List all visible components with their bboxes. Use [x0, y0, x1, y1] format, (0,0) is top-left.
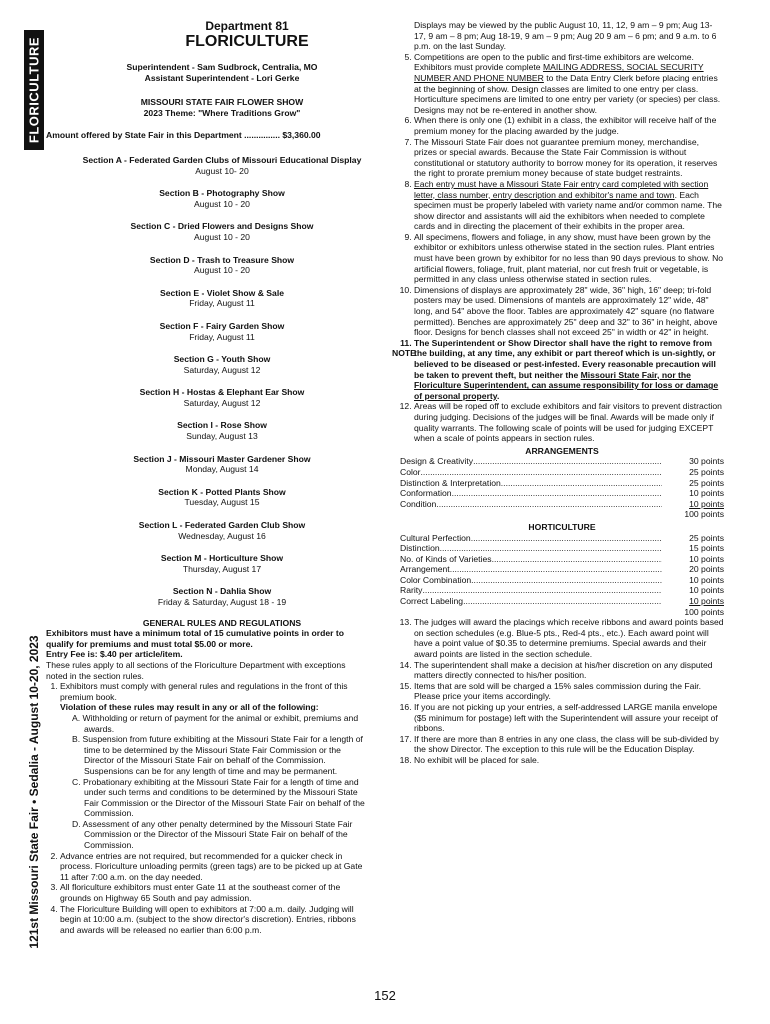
section-date: Sunday, August 13 — [186, 431, 258, 442]
section-date: Friday & Saturday, August 18 - 19 — [157, 597, 287, 607]
penalty-item: D. Assessment of any other penalty determined by the Missouri State Fair Commission or the Director of the Missouri State Fair on behalf of the Commission. — [72, 818, 353, 851]
rule-item: 3. All floriculture exhibitors must enter Gate 11 at the southeast corner of the grounds on Highway 65 South and pay admission. — [60, 882, 368, 903]
score-points: 10 points — [689, 488, 724, 499]
rule-item: 10. Dimensions of displays are approximately 28" wide, 36" high, 16" deep; tri-fold posters may be used. Dimensions of mantels are approximately 12" wide, 48" long, and 54" above the floor. Tables are approximately 42" square (no flatware permitted). Benches are approximately 25" deep and 32" to 36" in height, above floor. Designs for bench classes shall not exceed 25" in width or 42" in height. — [414, 285, 724, 338]
rule-item: 9. All specimens, flowers and foliage, in any show, must have been grown by the exhibitor or exhibitors unless otherwise stated in the section rules. Plant entries must have been grown by exhibitor for no less than 90 days previous to show. No artificial flowers, foliage, fruit, plant material, nor cut fresh fruit or vegetable, is permitted in any class unless otherwise stated in section rules. — [414, 232, 724, 285]
score-points: 10 points — [689, 553, 724, 564]
section-date: Saturday, August 12 — [183, 397, 261, 408]
section-date: August 10 - 20 — [194, 231, 250, 242]
section-name: Section F - Fairy Garden Show — [159, 320, 285, 331]
section-name: Section H - Hostas & Elephant Ear Show — [139, 387, 305, 398]
side-footer-label: 121st Missouri State Fair • Sedalia - August 10-20, 2023 — [27, 635, 41, 949]
section-date: August 10- 20 — [195, 165, 249, 176]
rule-item: 17. If there are more than 8 entries in any one class, the class will be sub-divided by the show Director. The exception to this rule will be the Education Display. — [414, 734, 724, 755]
score-label: Design & Creativity — [400, 456, 474, 467]
rule-item — [392, 337, 724, 402]
section-name: Section J - Missouri Master Gardener Show — [133, 453, 311, 464]
section-date: Thursday, August 17 — [182, 563, 262, 574]
score-points: 20 points — [689, 564, 724, 575]
section-item — [76, 321, 368, 342]
rule-item: 4. The Floriculture Building will open to exhibitors at 7:00 a.m. daily. Judging will begin at 10:00 a.m. (subject to the show director's discretion). Entries, ribbons and awards will be released no earlier than 6:00 p.m. — [60, 904, 368, 936]
show-heading — [76, 97, 368, 118]
violation-heading: Violation of these rules may result in any or all of the following: — [60, 702, 319, 713]
score-points: 25 points — [689, 466, 724, 477]
score-row — [400, 564, 724, 575]
section-item — [76, 420, 368, 441]
score-points: 10 points — [689, 574, 724, 585]
section-date: Monday, August 14 — [185, 464, 259, 475]
score-total: 100 points — [684, 509, 724, 520]
section-name: Section C - Dried Flowers and Designs Show — [130, 221, 314, 232]
rule-item: 2. Advance entries are not required, but recommended for a quicker check in process. Floriculture unloading permits (green tags) are to be picked up at Gate 11 after 7:00 a.m. on the day needed. — [60, 851, 368, 883]
section-name: Section B - Photography Show — [159, 188, 285, 199]
horticulture-scale — [400, 533, 724, 618]
page-title: FLORICULTURE — [185, 33, 309, 50]
rule4-continued: Displays may be viewed by the public August 10, 11, 12, 9 am – 9 pm; Aug 13-17, 9 am – 8 pm; Aug 18-19, 9 am – 9 pm; Aug 20 9 am – 6 pm; and 9 a.m. to 6 p.m. on the last Sunday. — [414, 20, 717, 52]
show-name: MISSOURI STATE FAIR FLOWER SHOW — [140, 97, 304, 108]
rules-applicability: These rules apply to all sections of the Floriculture Department with exceptions noted in the section rules. — [46, 659, 346, 681]
penalty-item: A. Withholding or return of payment for the animal or exhibit, premiums and awards. — [72, 712, 359, 734]
section-item — [76, 586, 368, 607]
score-points: 10 points — [689, 596, 724, 607]
score-row — [400, 488, 724, 499]
score-points: 10 points — [689, 498, 724, 509]
score-points: 25 points — [689, 532, 724, 543]
arrangements-scale — [400, 456, 724, 520]
assistant-superintendent: Assistant Superintendent - Lori Gerke — [144, 72, 300, 83]
section-name: Section L - Federated Garden Club Show — [138, 520, 306, 531]
rule-text: Competitions are open to the public and first-time exhibitors are welcome. Exhibitors must provide complete — [414, 51, 694, 73]
score-label: Correct Labeling — [400, 596, 464, 607]
score-row — [400, 596, 724, 607]
rule-item: 15. Items that are sold will be charged a 15% sales commission during the Fair. Please price your items accordingly. — [414, 681, 724, 702]
rule-text: . Each specimen must be properly labeled with variety name and/or common name. The show director and assistants will aid the exhibitors when needed to complete cards and in directing the placement of their exhibits in the proper area. — [414, 189, 722, 232]
section-date: Friday, August 11 — [189, 298, 255, 309]
rules-list-end — [400, 617, 724, 765]
rule-item: 6. When there is only one (1) exhibit in a class, the exhibitor will receive half of the premium money for the placing awarded by the judge. — [414, 115, 724, 136]
section-name: Section K - Potted Plants Show — [158, 486, 286, 497]
score-row — [400, 575, 724, 586]
right-column — [392, 20, 724, 766]
rule-item: 12. Areas will be roped off to exclude exhibitors and fair visitors to prevent distraction during judging. Decisions of the judges will be final. Awards will be made only if quality warrants. The following scale of points will be used for judging EXCEPT when a scale of points appears in section rules. — [414, 401, 724, 443]
score-label: Color Combination — [400, 574, 472, 585]
section-name: Section D - Trash to Treasure Show — [149, 254, 295, 265]
rule-text: . — [496, 390, 500, 401]
score-label: Condition — [400, 498, 437, 509]
score-label: No. of Kinds of Varieties — [400, 553, 492, 564]
section-item — [76, 454, 368, 475]
side-footer — [24, 600, 44, 984]
score-label: Rarity — [400, 585, 423, 596]
page-number: 152 — [374, 988, 396, 1003]
section-item — [76, 553, 368, 574]
superintendent: Superintendent - Sam Sudbrock, Centralia, MO — [126, 62, 318, 72]
side-tab — [24, 30, 44, 150]
score-points: 10 points — [689, 585, 724, 596]
section-item — [76, 255, 368, 276]
score-row — [400, 478, 724, 489]
rules-list-right — [392, 51, 724, 444]
rule-text: Exhibitors must comply with general rules and regulations in the front of this premium book. — [60, 681, 348, 702]
section-name: Section E - Violet Show & Sale — [159, 287, 284, 298]
rule-item: 16. If you are not picking up your entries, a self-addressed LARGE manila envelope ($5 minimum for postage) left with the Superintendent will assure your receipt of ribbons. — [414, 702, 724, 734]
penalty-item: B. Suspension from future exhibiting at the Missouri State Fair for a length of time to be determined by the Missouri State Fair Commission or the Director of the Missouri State Fair on behalf of the Commission. Suspensions can be for any length of time and may be permanent. — [72, 734, 363, 776]
section-name: Section I - Rose Show — [177, 420, 267, 431]
score-points: 30 points — [689, 456, 724, 467]
points-requirement: Exhibitors must have a minimum total of 15 cumulative points in order to qualify for premiums and must total $5.00 or more. — [46, 628, 344, 649]
rule-item — [414, 52, 724, 116]
section-name: Section A - Federated Garden Clubs of Missouri Educational Display — [82, 154, 362, 165]
score-label: Cultural Perfection — [400, 532, 471, 543]
rule-item: 7. The Missouri State Fair does not guarantee premium money, merchandise, prizes or special awards. Because the State Fair Commission is without constitutional or statutory authority to borrow money for its operation, it reserves the right to prorate premium money because of state budget restraints. — [414, 137, 724, 179]
score-label: Conformation — [400, 488, 452, 499]
section-date: Tuesday, August 15 — [184, 497, 260, 508]
note-label: 11. NOTE — [392, 347, 416, 358]
score-row — [400, 533, 724, 544]
section-date: August 10 - 20 — [194, 198, 250, 209]
score-label: Distinction — [400, 543, 440, 554]
section-item — [76, 155, 368, 176]
show-theme: 2023 Theme: "Where Traditions Grow" — [143, 107, 301, 118]
score-label: Color — [400, 466, 421, 477]
section-date: Friday, August 11 — [189, 331, 255, 342]
entry-fee: Entry Fee is: $.40 per article/item. — [46, 649, 183, 660]
rule-item: 13. The judges will award the placings which receive ribbons and award points based on section schedules (e.g. Blue-5 pts., Red-4 pts., etc.). Each award point will have a point value of $0.35 to determine premiums. Special awards and their award points are listed in the section schedule. — [414, 617, 724, 659]
score-label: Arrangement — [400, 564, 450, 575]
section-date: August 10 - 20 — [194, 265, 250, 276]
penalty-item: C. Probationary exhibiting at the Missouri State Fair for a length of time and under such terms and conditions to be determined by the Missouri State Fair Commission or the Director of the Missouri State Fair on behalf of the Commission. — [72, 776, 365, 819]
score-total: 100 points — [684, 606, 724, 617]
left-column — [46, 20, 368, 935]
section-item — [76, 188, 368, 209]
score-row — [400, 554, 724, 565]
score-row — [400, 467, 724, 478]
section-item — [76, 520, 368, 541]
section-date: Saturday, August 12 — [183, 364, 261, 375]
section-name: Section N - Dahlia Show — [172, 586, 272, 597]
rule-item — [60, 681, 368, 851]
rule-text: The Superintendent or Show Director shall have the right to remove from the building, at any time, any exhibit or part thereof which is un-sightly, or believed to be diseased or pest-infested. Every reasonable precaution will be taken to prevent theft, but neither the — [414, 337, 716, 380]
section-item — [76, 387, 368, 408]
amount-offered: Amount offered by State Fair in this Department ............... $3,360.00 — [46, 130, 321, 141]
section-name: Section M - Horticulture Show — [160, 553, 284, 564]
rule-item: 14. The superintendent shall make a decision at his/her discretion on any disputed matters directly connected to his/her position. — [414, 660, 724, 681]
horticulture-heading: HORTICULTURE — [528, 521, 596, 532]
department-label: Department 81 — [205, 19, 289, 33]
score-points: 25 points — [689, 477, 724, 488]
section-item — [76, 354, 368, 375]
rule-underlined: Missouri State Fair, nor the Floriculture Superintendent, can assume responsibility for loss or damage of personal property — [414, 369, 719, 401]
section-item — [76, 288, 368, 309]
rule-underlined: Each entry must have a Missouri State Fair entry card completed with section letter, class number, entry description and exhibitor's name and town — [414, 178, 709, 200]
arrangements-heading: ARRANGEMENTS — [525, 445, 599, 456]
side-tab-label: FLORICULTURE — [26, 36, 42, 144]
section-item — [76, 221, 368, 242]
superintendents — [76, 62, 368, 83]
rule-text: to the Data Entry Clerk before placing entries at the beginning of show. Design classes are limited to one entry per class. Horticulture specimens are limited to one entry per variety (or species) per class. Designs may not be re-entered in another show. — [414, 72, 721, 115]
score-row — [400, 499, 724, 510]
section-date: Wednesday, August 16 — [178, 530, 266, 541]
score-row — [400, 585, 724, 596]
section-item — [76, 487, 368, 508]
rule-item — [414, 179, 724, 232]
rules-list-left — [46, 681, 368, 935]
score-label: Distinction & Interpretation — [400, 477, 501, 488]
score-row — [400, 456, 724, 467]
rule-item: 18. No exhibit will be placed for sale. — [414, 755, 724, 766]
score-row — [400, 543, 724, 554]
rule-underlined: MAILING ADDRESS, SOCIAL SECURITY NUMBER AND PHONE NUMBER — [414, 62, 704, 83]
section-name: Section G - Youth Show — [173, 354, 271, 365]
score-points: 15 points — [689, 543, 724, 554]
general-rules-heading: GENERAL RULES AND REGULATIONS — [142, 617, 302, 628]
